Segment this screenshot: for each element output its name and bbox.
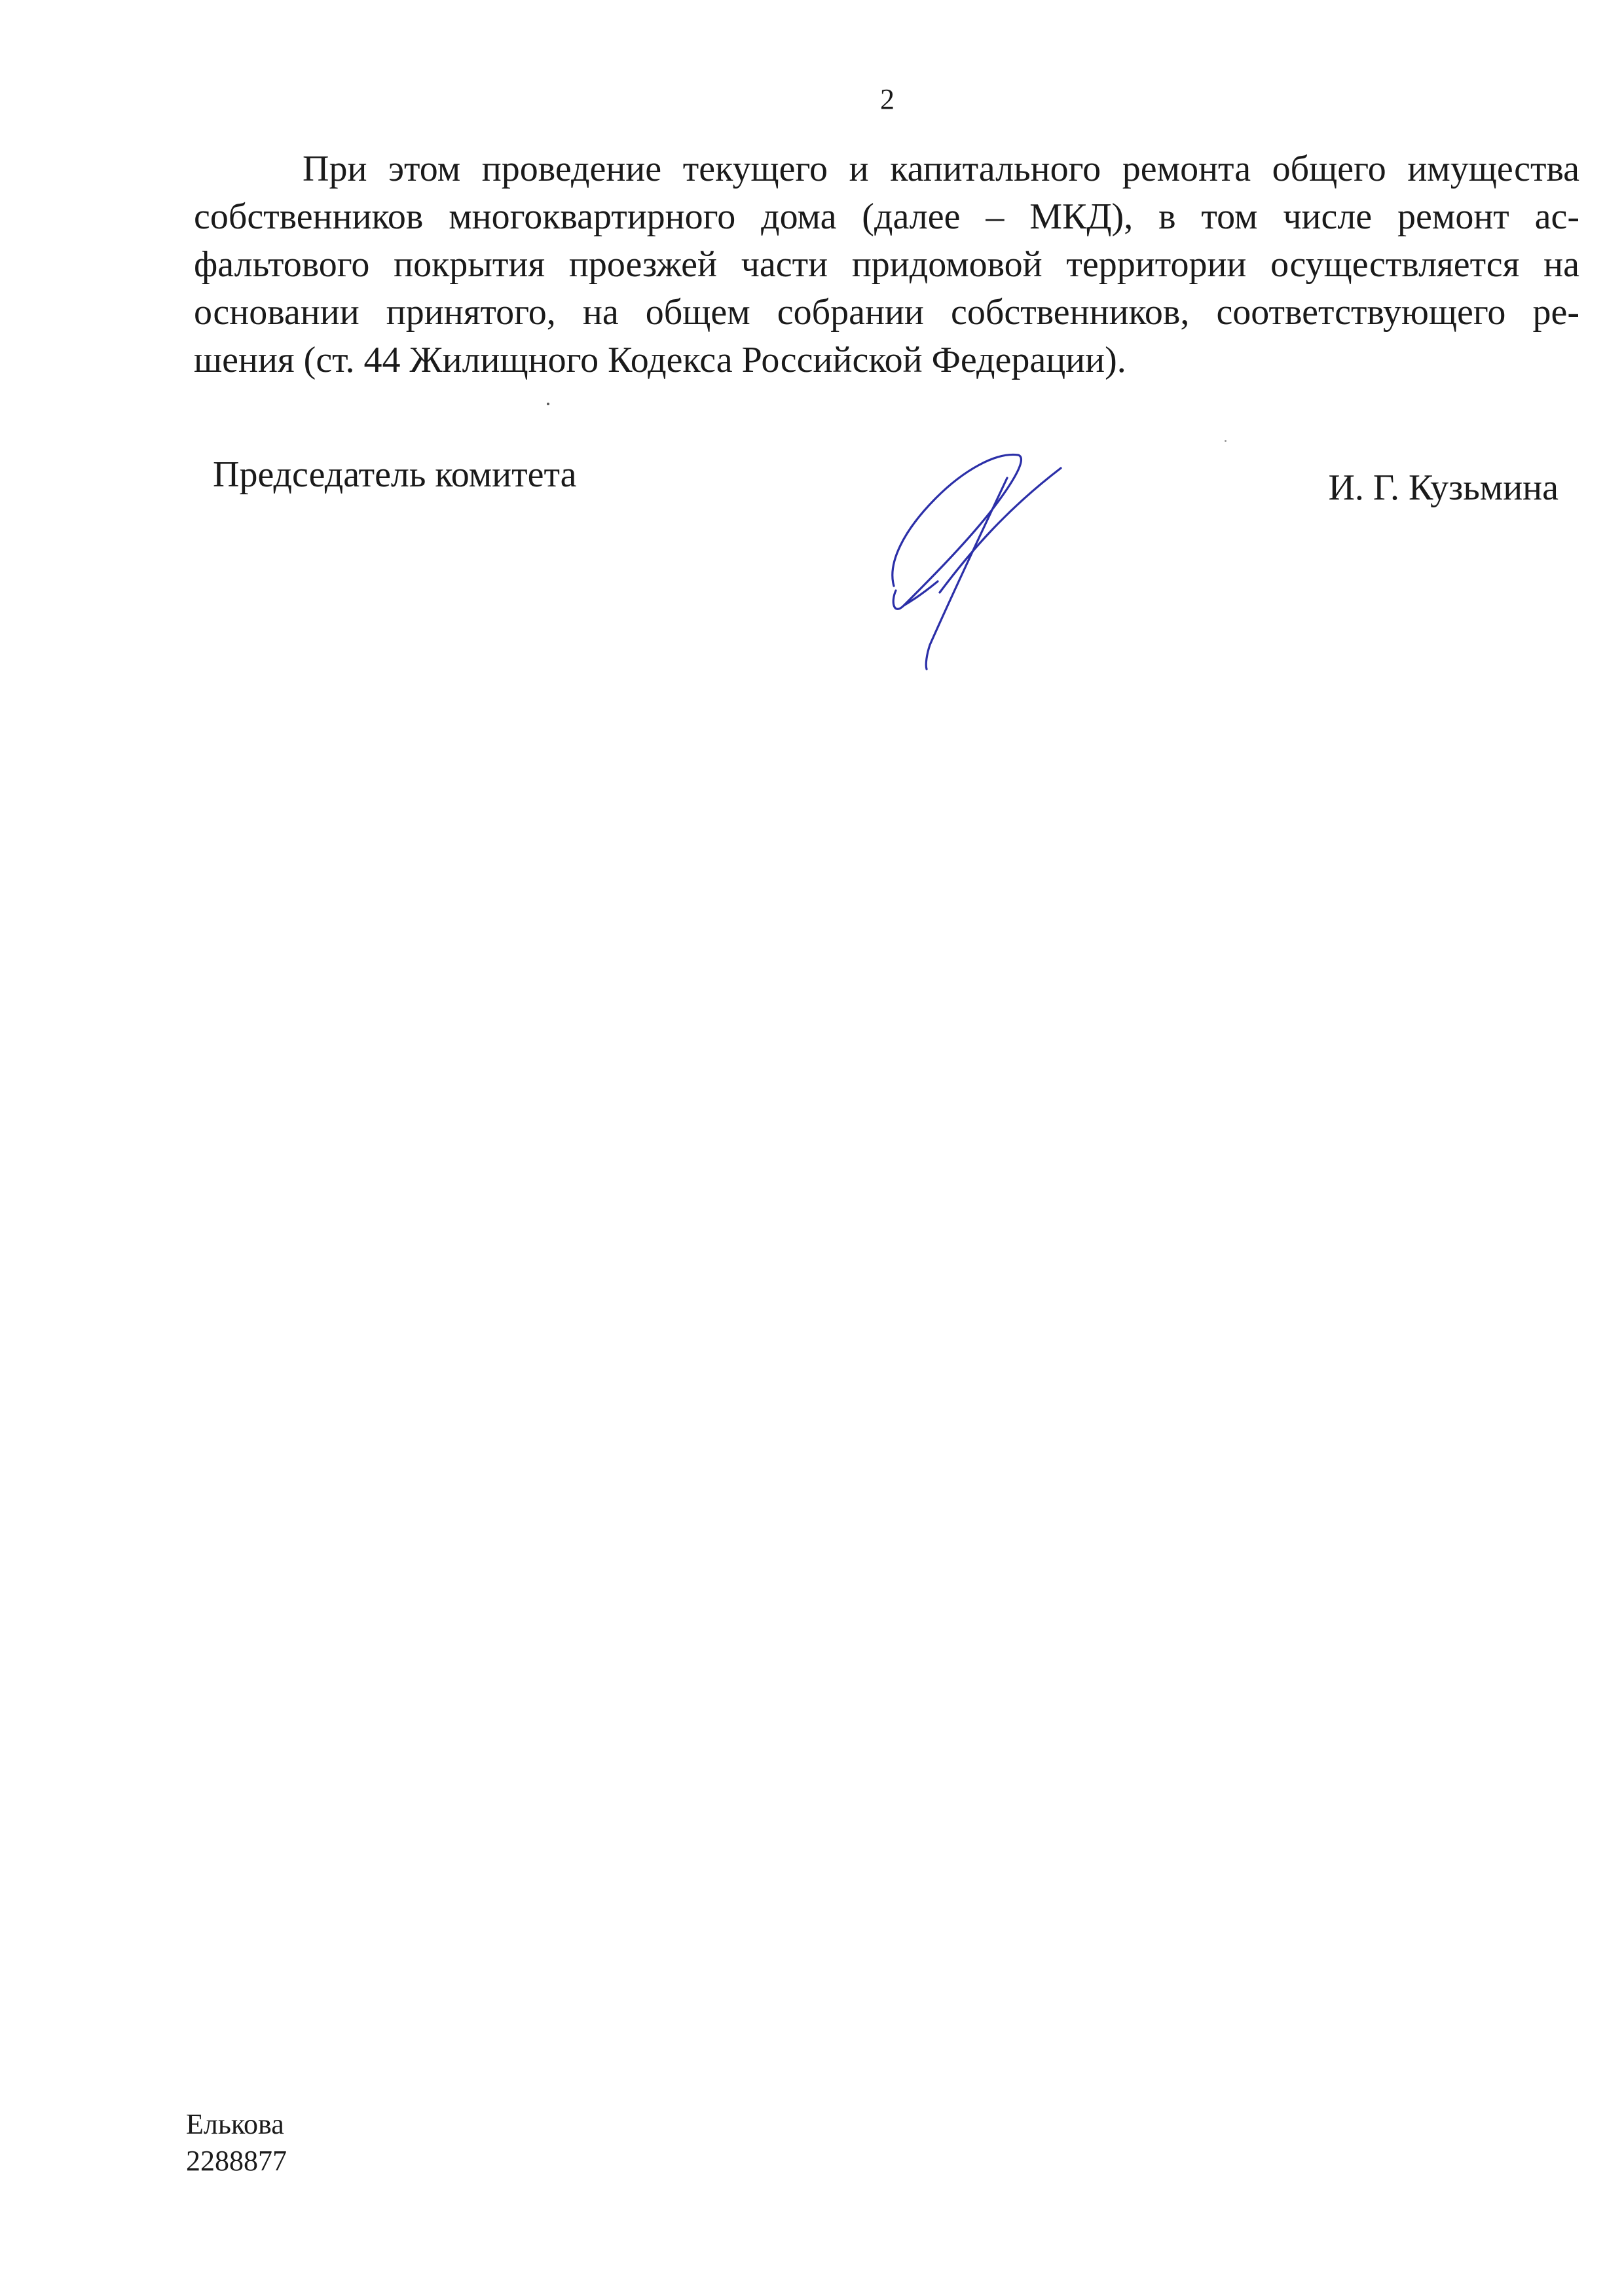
- body-line: фальтового покрытия проезжей части придомовой территории осуществляется на: [194, 244, 1579, 285]
- executor-block: [186, 2106, 287, 2179]
- signatory-title: Председатель комитета: [213, 454, 577, 495]
- body-paragraph: [194, 145, 1579, 384]
- body-line: основании принятого, на общем собрании собственников, соответствующего ре-: [194, 292, 1579, 333]
- executor-name: Елькова: [186, 2108, 284, 2140]
- body-line: При этом проведение текущего и капитального ремонта общего имущества: [303, 149, 1579, 189]
- scan-speck: [1225, 440, 1227, 442]
- page-number: 2: [880, 83, 895, 115]
- executor-phone: 2288877: [186, 2145, 287, 2177]
- scan-speck: [547, 403, 549, 405]
- body-line: собственников многоквартирного дома (далее – МКД), в том числе ремонт ас-: [194, 196, 1579, 237]
- handwritten-signature: [864, 439, 1080, 674]
- signatory-name: И. Г. Кузьмина: [1328, 467, 1559, 508]
- body-line: шения (ст. 44 Жилищного Кодекса Российской Федерации).: [194, 340, 1126, 380]
